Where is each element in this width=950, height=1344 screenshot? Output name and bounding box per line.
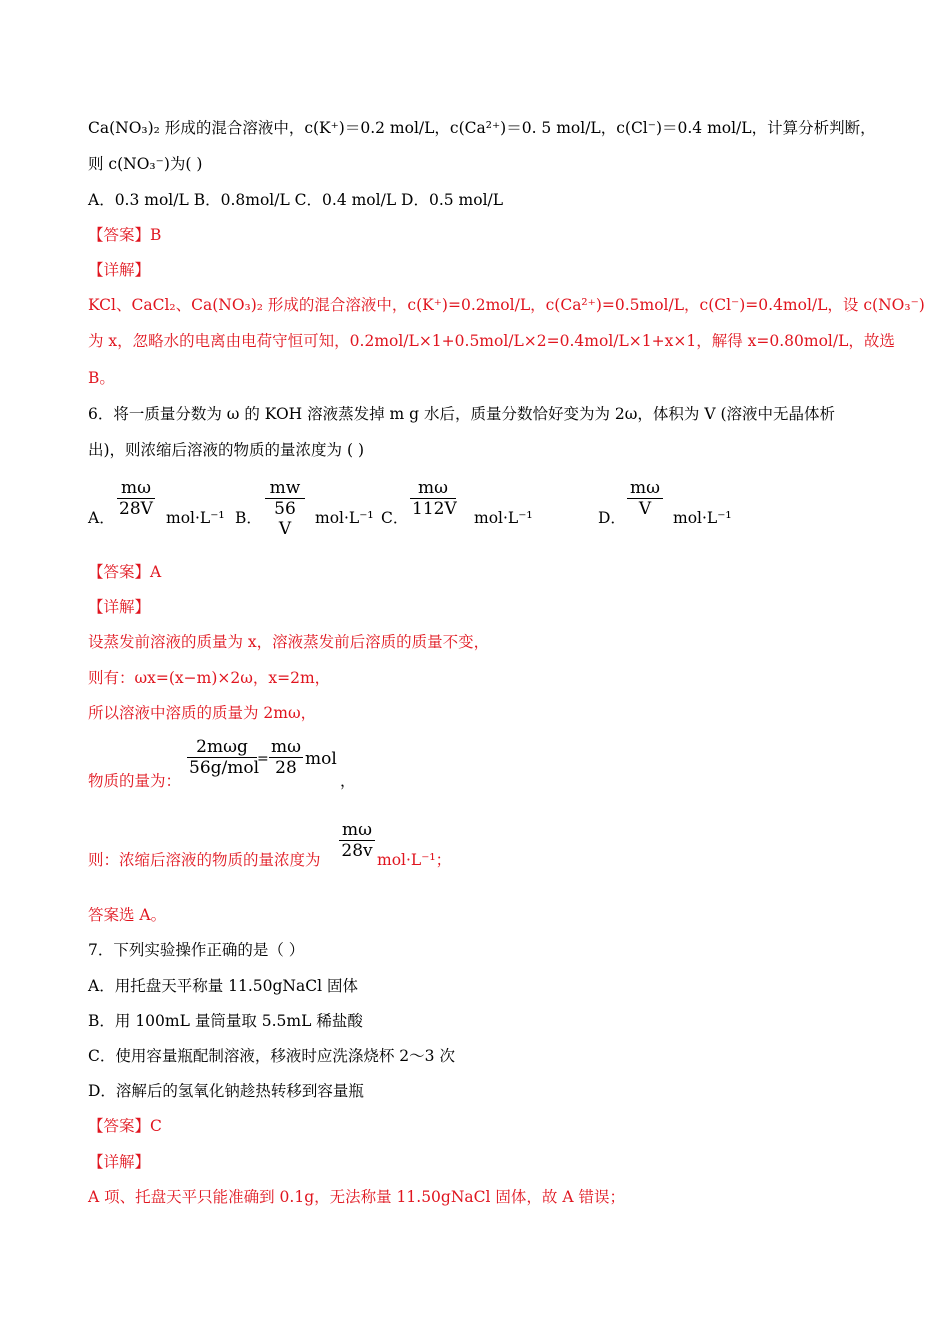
q6-option-d-label: D．: [598, 509, 626, 527]
q6-detail-concentration-label: 则：浓缩后溶液的物质的量浓度为: [88, 851, 321, 869]
q6-detail-concentration-fraction: [339, 820, 375, 861]
q6-option-c-label: C．: [381, 509, 409, 527]
moles-num1: 2mωg: [196, 737, 248, 757]
q6-option-a-den: 28V: [119, 499, 153, 519]
q7-option-a: A．用托盘天平称量 11.50gNaCl 固体: [88, 977, 358, 995]
q6-detail-moles-label: 物质的量为：: [88, 772, 182, 790]
q5-stem-line2: 则 c(NO₃⁻)为( ): [88, 155, 203, 173]
concentration-num: mω: [342, 820, 372, 840]
q7-option-c: C．使用容量瓶配制溶液，移液时应洗涤烧杯 2～3 次: [88, 1047, 455, 1065]
q6-option-b-label: B．: [235, 509, 262, 527]
moles-tail: ，: [340, 772, 356, 790]
q7-detail-line1: A 项、托盘天平只能准确到 0.1g，无法称量 11.50gNaCl 固体，故 A 错误；: [88, 1188, 625, 1206]
moles-num2: mω: [271, 737, 301, 757]
q7-answer: 【答案】C: [88, 1117, 162, 1135]
q6-option-d-den: V: [638, 499, 652, 519]
q6-answer: 【答案】A: [88, 563, 162, 581]
moles-den2: 28: [275, 758, 297, 778]
moles-unit: mol: [305, 749, 337, 769]
q6-detail-title: 【详解】: [88, 598, 151, 616]
q6-detail-conclusion: 答案选 A。: [88, 906, 167, 924]
q6-option-b-fraction: [265, 478, 305, 539]
q6-detail-line3: 所以溶液中溶质的质量为 2mω，: [88, 704, 317, 722]
q6-option-a-num: mω: [121, 478, 151, 498]
q7-detail-title: 【详解】: [88, 1153, 151, 1171]
q6-option-b-num: mw: [269, 478, 301, 498]
q6-detail-line2: 则有：ωx=(x−m)×2ω，x=2m，: [88, 669, 331, 687]
q6-detail-line1: 设蒸发前溶液的质量为 x，溶液蒸发前后溶质的质量不变，: [88, 633, 490, 651]
q7-option-b: B．用 100mL 量筒量取 5.5mL 稀盐酸: [88, 1012, 363, 1030]
q6-detail-moles-fraction1: [187, 737, 260, 778]
q6-stem-line2: 出)，则浓缩后溶液的物质的量浓度为 ( ): [88, 441, 364, 459]
q7-option-d: D．溶解后的氢氧化钠趁热转移到容量瓶: [88, 1082, 364, 1100]
q7-stem: 7．下列实验操作正确的是（ ）: [88, 941, 305, 959]
q6-option-b-den: 56 V: [274, 499, 296, 539]
concentration-den: 28v: [341, 841, 373, 861]
q6-option-a-unit: mol·L⁻¹: [166, 509, 225, 527]
q5-detail-line3: B。: [88, 369, 115, 387]
q6-detail-moles-fraction2: [269, 737, 303, 778]
q6-option-c-fraction: [410, 478, 456, 519]
q5-detail-line2: 为 x，忽略水的电离由电荷守恒可知，0.2mol/L×1+0.5mol/L×2=0.4mol/L×1+x×1，解得 x=0.80mol/L，故选: [88, 332, 895, 350]
q5-stem-line1: Ca(NO₃)₂ 形成的混合溶液中，c(K⁺)＝0.2 mol/L，c(Ca²⁺)＝0. 5 mol/L，c(Cl⁻)＝0.4 mol/L，计算分析判断，: [88, 119, 876, 137]
q6-option-a-label: A．: [88, 509, 115, 527]
q6-option-d-num: mω: [630, 478, 660, 498]
q6-option-a-fraction: [117, 478, 155, 519]
q6-option-d-fraction: [627, 478, 663, 519]
moles-equals: =: [257, 751, 269, 767]
q5-options: A．0.3 mol/L B．0.8mol/L C．0.4 mol/L D．0.5 mol/L: [88, 191, 504, 209]
q6-option-c-den: 112V: [412, 499, 457, 519]
q6-option-c-unit: mol·L⁻¹: [474, 509, 533, 527]
q6-option-d-unit: mol·L⁻¹: [673, 509, 732, 527]
q5-answer: 【答案】B: [88, 226, 162, 244]
q6-stem-line1: 6．将一质量分数为 ω 的 KOH 溶液蒸发掉 m g 水后，质量分数恰好变为为 2ω，体积为 V (溶液中无晶体析: [88, 405, 836, 423]
q5-detail-title: 【详解】: [88, 261, 151, 279]
moles-den1: 56g/mol: [189, 758, 260, 778]
concentration-unit: mol·L⁻¹；: [377, 851, 452, 869]
q6-option-b-unit: mol·L⁻¹: [315, 509, 374, 527]
q5-detail-line1: KCl、CaCl₂、Ca(NO₃)₂ 形成的混合溶液中，c(K⁺)=0.2mol/L，c(Ca²⁺)=0.5mol/L，c(Cl⁻)=0.4mol/L，设 c(NO₃⁻): [88, 296, 925, 314]
q6-option-c-num: mω: [418, 478, 448, 498]
